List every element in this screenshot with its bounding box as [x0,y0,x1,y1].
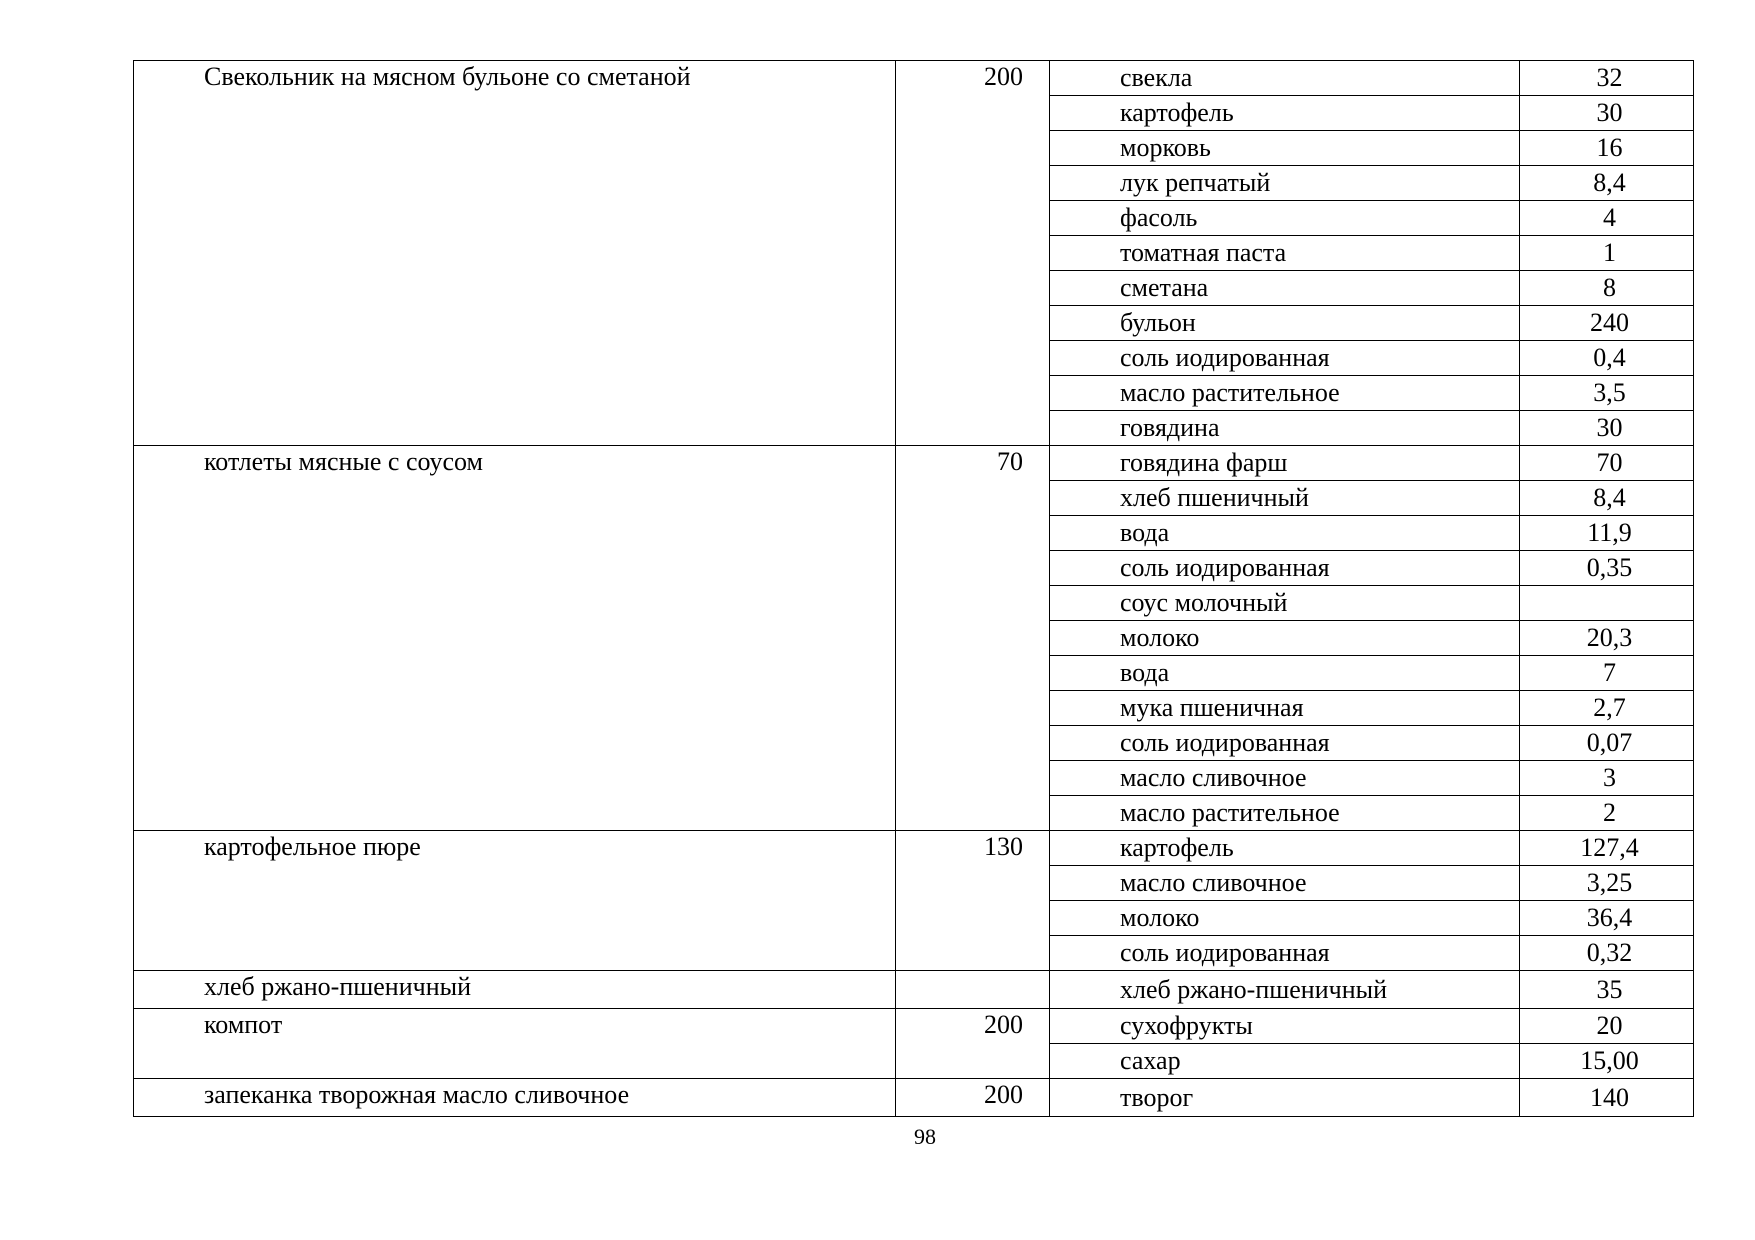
ingredient-name-cell: лук репчатый [1050,166,1520,201]
ingredient-quantity-cell [1520,586,1694,621]
ingredient-name-cell: масло растительное [1050,376,1520,411]
ingredient-quantity-cell: 240 [1520,306,1694,341]
table-row [134,61,1694,96]
ingredient-name-cell: хлеб пшеничный [1050,481,1520,516]
dish-weight-cell: 200 [896,1079,1050,1117]
dish-name-cell: хлеб ржано-пшеничный [134,971,896,1009]
ingredient-name-cell: вода [1050,516,1520,551]
dish-name-cell: компот [134,1009,896,1079]
ingredient-quantity-cell: 0,4 [1520,341,1694,376]
ingredient-name-cell: масло сливочное [1050,866,1520,901]
ingredient-quantity-cell: 30 [1520,411,1694,446]
ingredient-quantity-cell: 1 [1520,236,1694,271]
ingredient-name-cell: фасоль [1050,201,1520,236]
ingredient-name-cell: картофель [1050,96,1520,131]
ingredient-name-cell: хлеб ржано-пшеничный [1050,971,1520,1009]
ingredient-quantity-cell: 3 [1520,761,1694,796]
table-row [134,446,1694,481]
ingredient-name-cell: масло сливочное [1050,761,1520,796]
ingredient-quantity-cell: 36,4 [1520,901,1694,936]
ingredient-quantity-cell: 70 [1520,446,1694,481]
ingredient-name-cell: сухофрукты [1050,1009,1520,1044]
ingredient-quantity-cell: 0,32 [1520,936,1694,971]
ingredient-quantity-cell: 2 [1520,796,1694,831]
ingredient-name-cell: вода [1050,656,1520,691]
ingredient-quantity-cell: 0,35 [1520,551,1694,586]
ingredient-quantity-cell: 20 [1520,1009,1694,1044]
ingredient-name-cell: бульон [1050,306,1520,341]
ingredient-quantity-cell: 0,07 [1520,726,1694,761]
ingredient-quantity-cell: 8,4 [1520,166,1694,201]
ingredient-quantity-cell: 140 [1520,1079,1694,1117]
ingredient-name-cell: говядина фарш [1050,446,1520,481]
ingredient-quantity-cell: 15,00 [1520,1044,1694,1079]
ingredient-quantity-cell: 3,25 [1520,866,1694,901]
ingredient-quantity-cell: 4 [1520,201,1694,236]
ingredient-name-cell: молоко [1050,621,1520,656]
ingredient-quantity-cell: 3,5 [1520,376,1694,411]
ingredient-quantity-cell: 127,4 [1520,831,1694,866]
page-number: 98 [914,1124,936,1149]
dish-weight-cell [896,971,1050,1009]
ingredient-quantity-cell: 8,4 [1520,481,1694,516]
table-row [134,971,1694,1009]
ingredient-name-cell: соль иодированная [1050,726,1520,761]
ingredient-quantity-cell: 16 [1520,131,1694,166]
ingredient-name-cell: свекла [1050,61,1520,96]
dish-weight-cell: 130 [896,831,1050,971]
ingredient-quantity-cell: 2,7 [1520,691,1694,726]
table-row [134,1009,1694,1044]
dish-weight-cell: 200 [896,1009,1050,1079]
recipe-table-body [134,61,1694,1117]
ingredient-quantity-cell: 7 [1520,656,1694,691]
ingredient-quantity-cell: 8 [1520,271,1694,306]
ingredient-quantity-cell: 20,3 [1520,621,1694,656]
ingredient-name-cell: говядина [1050,411,1520,446]
dish-name-cell: картофельное пюре [134,831,896,971]
dish-name-cell: котлеты мясные с соусом [134,446,896,831]
ingredient-name-cell: творог [1050,1079,1520,1117]
table-row [134,1079,1694,1117]
dish-name-cell: Свекольник на мясном бульоне со сметаной [134,61,896,446]
dish-name-cell: запеканка творожная масло сливочное [134,1079,896,1117]
recipe-table [133,60,1694,1117]
dish-weight-cell: 200 [896,61,1050,446]
ingredient-name-cell: сметана [1050,271,1520,306]
ingredient-quantity-cell: 35 [1520,971,1694,1009]
ingredient-name-cell: масло растительное [1050,796,1520,831]
ingredient-quantity-cell: 30 [1520,96,1694,131]
ingredient-name-cell: сахар [1050,1044,1520,1079]
ingredient-name-cell: мука пшеничная [1050,691,1520,726]
ingredient-name-cell: соль иодированная [1050,551,1520,586]
ingredient-name-cell: молоко [1050,901,1520,936]
ingredient-name-cell: картофель [1050,831,1520,866]
ingredient-name-cell: морковь [1050,131,1520,166]
ingredient-name-cell: соль иодированная [1050,341,1520,376]
dish-weight-cell: 70 [896,446,1050,831]
ingredient-name-cell: соль иодированная [1050,936,1520,971]
ingredient-quantity-cell: 32 [1520,61,1694,96]
table-row [134,831,1694,866]
ingredient-quantity-cell: 11,9 [1520,516,1694,551]
ingredient-name-cell: соус молочный [1050,586,1520,621]
ingredient-name-cell: томатная паста [1050,236,1520,271]
